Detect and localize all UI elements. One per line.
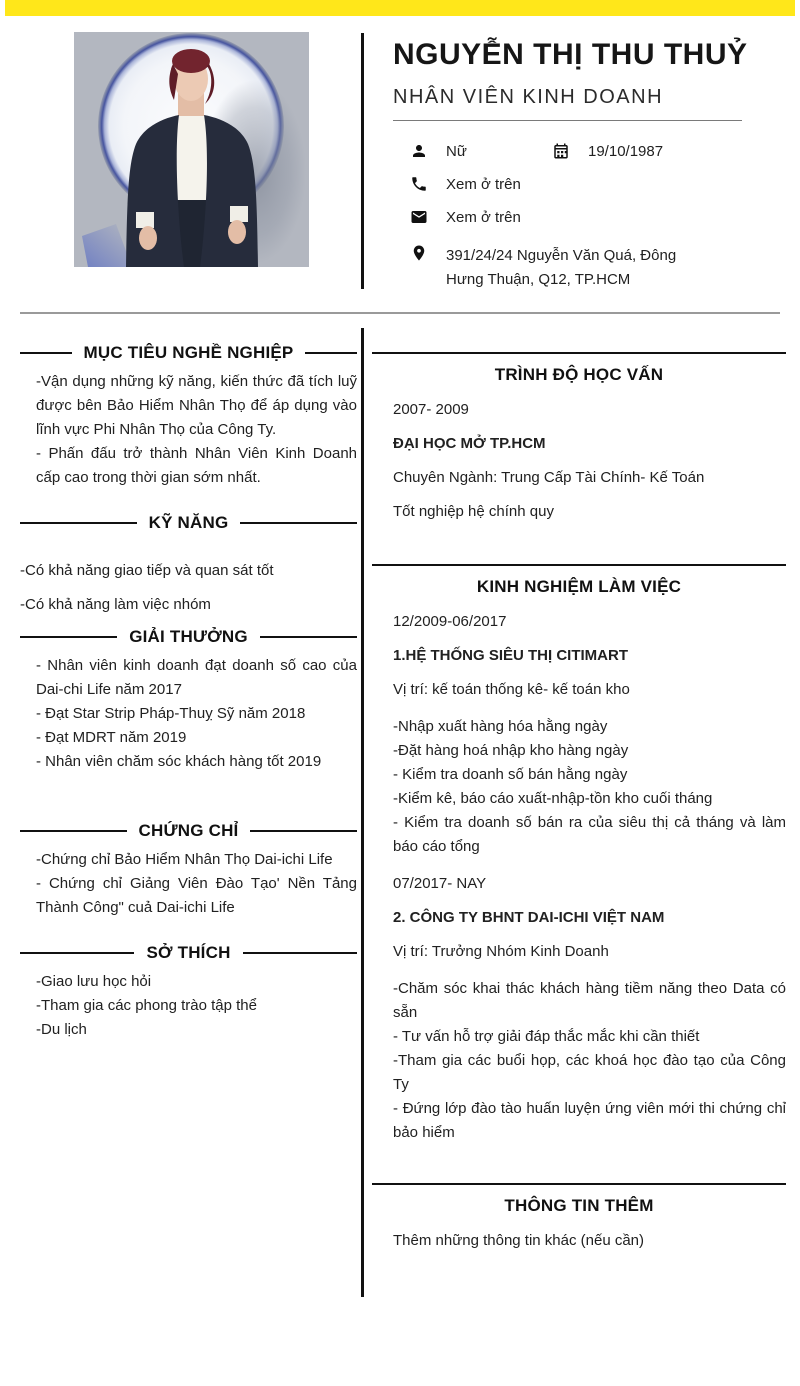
duty-item: - Kiểm tra doanh số bán hằng ngày bbox=[393, 766, 628, 783]
section-skills-title: KỸ NĂNG bbox=[148, 513, 229, 532]
location-pin-icon bbox=[410, 244, 428, 262]
header-rule-left bbox=[20, 830, 127, 832]
job-title-underline bbox=[393, 120, 742, 121]
duty-item: - Tư vấn hỗ trợ giải đáp thắc mắc khi cần thiết bbox=[393, 1028, 700, 1045]
duty-item: -Nhập xuất hàng hóa hằng ngày bbox=[393, 718, 608, 735]
header-vertical-divider bbox=[361, 33, 364, 289]
duty-item: -Tham gia các buổi họp, các khoá học đào tạo của Công Ty bbox=[393, 1052, 786, 1093]
section-awards-header bbox=[20, 627, 357, 647]
header-rule-left bbox=[20, 952, 134, 954]
header-bottom-divider bbox=[20, 312, 780, 314]
section-education-title: TRÌNH ĐỘ HỌC VẤN bbox=[494, 365, 664, 384]
skill-item: -Có khả năng giao tiếp và quan sát tốt bbox=[20, 562, 274, 579]
hobbies-body bbox=[20, 970, 357, 1042]
header-rule-left bbox=[20, 636, 117, 638]
address-value: 391/24/24 Nguyễn Văn Quá, Đông Hưng Thuận, Q12, TP.HCM bbox=[446, 247, 677, 288]
hobby-item: -Tham gia các phong trào tập thể bbox=[36, 997, 257, 1014]
section-objective-header bbox=[20, 343, 357, 363]
person-name: NGUYỄN THỊ THU THUỶ bbox=[393, 38, 748, 71]
address-row bbox=[410, 244, 706, 292]
calendar-icon bbox=[552, 142, 570, 160]
additional-note: Thêm những thông tin khác (nếu cần) bbox=[393, 1232, 645, 1249]
gender-row bbox=[410, 142, 467, 161]
email-value: Xem ở trên bbox=[446, 209, 521, 226]
award-item: - Đạt MDRT năm 2019 bbox=[36, 729, 187, 746]
duty-item: -Kiểm kê, báo cáo xuất-nhập-tồn kho cuối tháng bbox=[393, 790, 713, 807]
header-rule-left bbox=[20, 522, 137, 524]
envelope-icon bbox=[410, 208, 428, 226]
profile-photo-illustration bbox=[74, 32, 309, 267]
award-item: - Nhân viên kinh doanh đạt doanh số cao của Dai-chi Life năm 2017 bbox=[36, 657, 357, 698]
section-certificates-title: CHỨNG CHỈ bbox=[138, 821, 239, 840]
phone-icon bbox=[410, 175, 428, 193]
right-column bbox=[372, 328, 786, 1250]
objective-item: -Vận dụng những kỹ năng, kiến thức đã tích luỹ được bên Bảo Hiểm Nhân Thọ để áp dụng vào lĩnh vực Phi Nhân Thọ của Công Ty. bbox=[36, 373, 357, 438]
section-experience-title: KINH NGHIỆM LÀM VIỆC bbox=[476, 577, 682, 596]
skill-item: -Có khả năng làm việc nhóm bbox=[20, 596, 211, 613]
profile-photo bbox=[74, 32, 309, 267]
education-major: Chuyên Ngành: Trung Cấp Tài Chính- Kế Toán bbox=[393, 469, 705, 486]
award-item: - Đạt Star Strip Pháp-Thuỵ Sỹ năm 2018 bbox=[36, 705, 306, 722]
job-company: 1.HỆ THỐNG SIÊU THỊ CITIMART bbox=[393, 647, 629, 664]
columns-vertical-divider bbox=[361, 328, 364, 1297]
gender-value: Nữ bbox=[446, 143, 467, 160]
duty-item: - Đứng lớp đào tào huấn luyện ứng viên mới thi chứng chỉ bảo hiểm bbox=[393, 1100, 786, 1141]
header-rule-left bbox=[20, 352, 72, 354]
person-icon bbox=[410, 142, 428, 160]
section-experience bbox=[372, 564, 786, 1145]
section-hobbies-header bbox=[20, 943, 357, 963]
job-period: 07/2017- NAY bbox=[393, 875, 487, 892]
email-row bbox=[410, 208, 521, 227]
job-duties bbox=[372, 715, 786, 859]
objective-body bbox=[20, 370, 357, 490]
job-duties bbox=[372, 977, 786, 1145]
experience-job bbox=[372, 875, 786, 1145]
section-objective-title: MỤC TIÊU NGHỀ NGHIỆP bbox=[83, 343, 294, 362]
hobby-item: -Du lịch bbox=[36, 1021, 87, 1038]
header-rule-right bbox=[243, 952, 357, 954]
duty-item: - Kiểm tra doanh số bán ra của siêu thị cả tháng và làm báo cáo tổng bbox=[393, 814, 786, 855]
top-accent-bar bbox=[5, 0, 795, 16]
education-period: 2007- 2009 bbox=[393, 401, 469, 418]
section-awards-title: GIẢI THƯỞNG bbox=[129, 627, 248, 646]
phone-row bbox=[410, 175, 521, 194]
section-skills-header bbox=[20, 513, 357, 533]
job-company: 2. CÔNG TY BHNT DAI-ICHI VIỆT NAM bbox=[393, 909, 665, 926]
duty-item: -Chăm sóc khai thác khách hàng tiềm năng theo Data có sẵn bbox=[393, 980, 786, 1021]
hobby-item: -Giao lưu học hỏi bbox=[36, 973, 152, 990]
birthday-row bbox=[552, 142, 663, 161]
left-column bbox=[20, 328, 357, 1042]
header-rule-right bbox=[305, 352, 357, 354]
awards-body bbox=[20, 654, 357, 774]
award-item: - Nhân viên chăm sóc khách hàng tốt 2019 bbox=[36, 753, 322, 770]
duty-item: -Đặt hàng hoá nhập kho hàng ngày bbox=[393, 742, 629, 759]
header-rule-right bbox=[240, 522, 357, 524]
phone-value: Xem ở trên bbox=[446, 176, 521, 193]
education-school: ĐẠI HỌC MỞ TP.HCM bbox=[393, 435, 546, 452]
section-education bbox=[372, 352, 786, 521]
header-rule-right bbox=[250, 830, 357, 832]
section-additional bbox=[372, 1183, 786, 1250]
certificates-body bbox=[20, 848, 357, 920]
experience-job bbox=[372, 613, 786, 859]
job-title: NHÂN VIÊN KINH DOANH bbox=[393, 86, 664, 108]
job-period: 12/2009-06/2017 bbox=[393, 613, 507, 630]
skills-body bbox=[20, 559, 357, 617]
job-position: Vị trí: Trưởng Nhóm Kinh Doanh bbox=[393, 943, 609, 960]
certificate-item: - Chứng chỉ Giảng Viên Đào Tạo' Nền Tảng Thành Công" cuả Dai-ichi Life bbox=[36, 875, 357, 916]
certificate-item: -Chứng chỉ Bảo Hiểm Nhân Thọ Dai-ichi Life bbox=[36, 851, 333, 868]
job-position: Vị trí: kế toán thống kê- kế toán kho bbox=[393, 681, 630, 698]
section-certificates-header bbox=[20, 821, 357, 841]
birthday-value: 19/10/1987 bbox=[588, 143, 664, 160]
section-additional-title: THÔNG TIN THÊM bbox=[504, 1196, 654, 1215]
objective-item: - Phấn đấu trở thành Nhân Viên Kinh Doanh cấp cao trong thời gian sớm nhất. bbox=[36, 445, 357, 486]
section-hobbies-title: SỞ THÍCH bbox=[146, 943, 231, 962]
header-rule-right bbox=[260, 636, 357, 638]
education-note: Tốt nghiệp hệ chính quy bbox=[393, 503, 554, 520]
